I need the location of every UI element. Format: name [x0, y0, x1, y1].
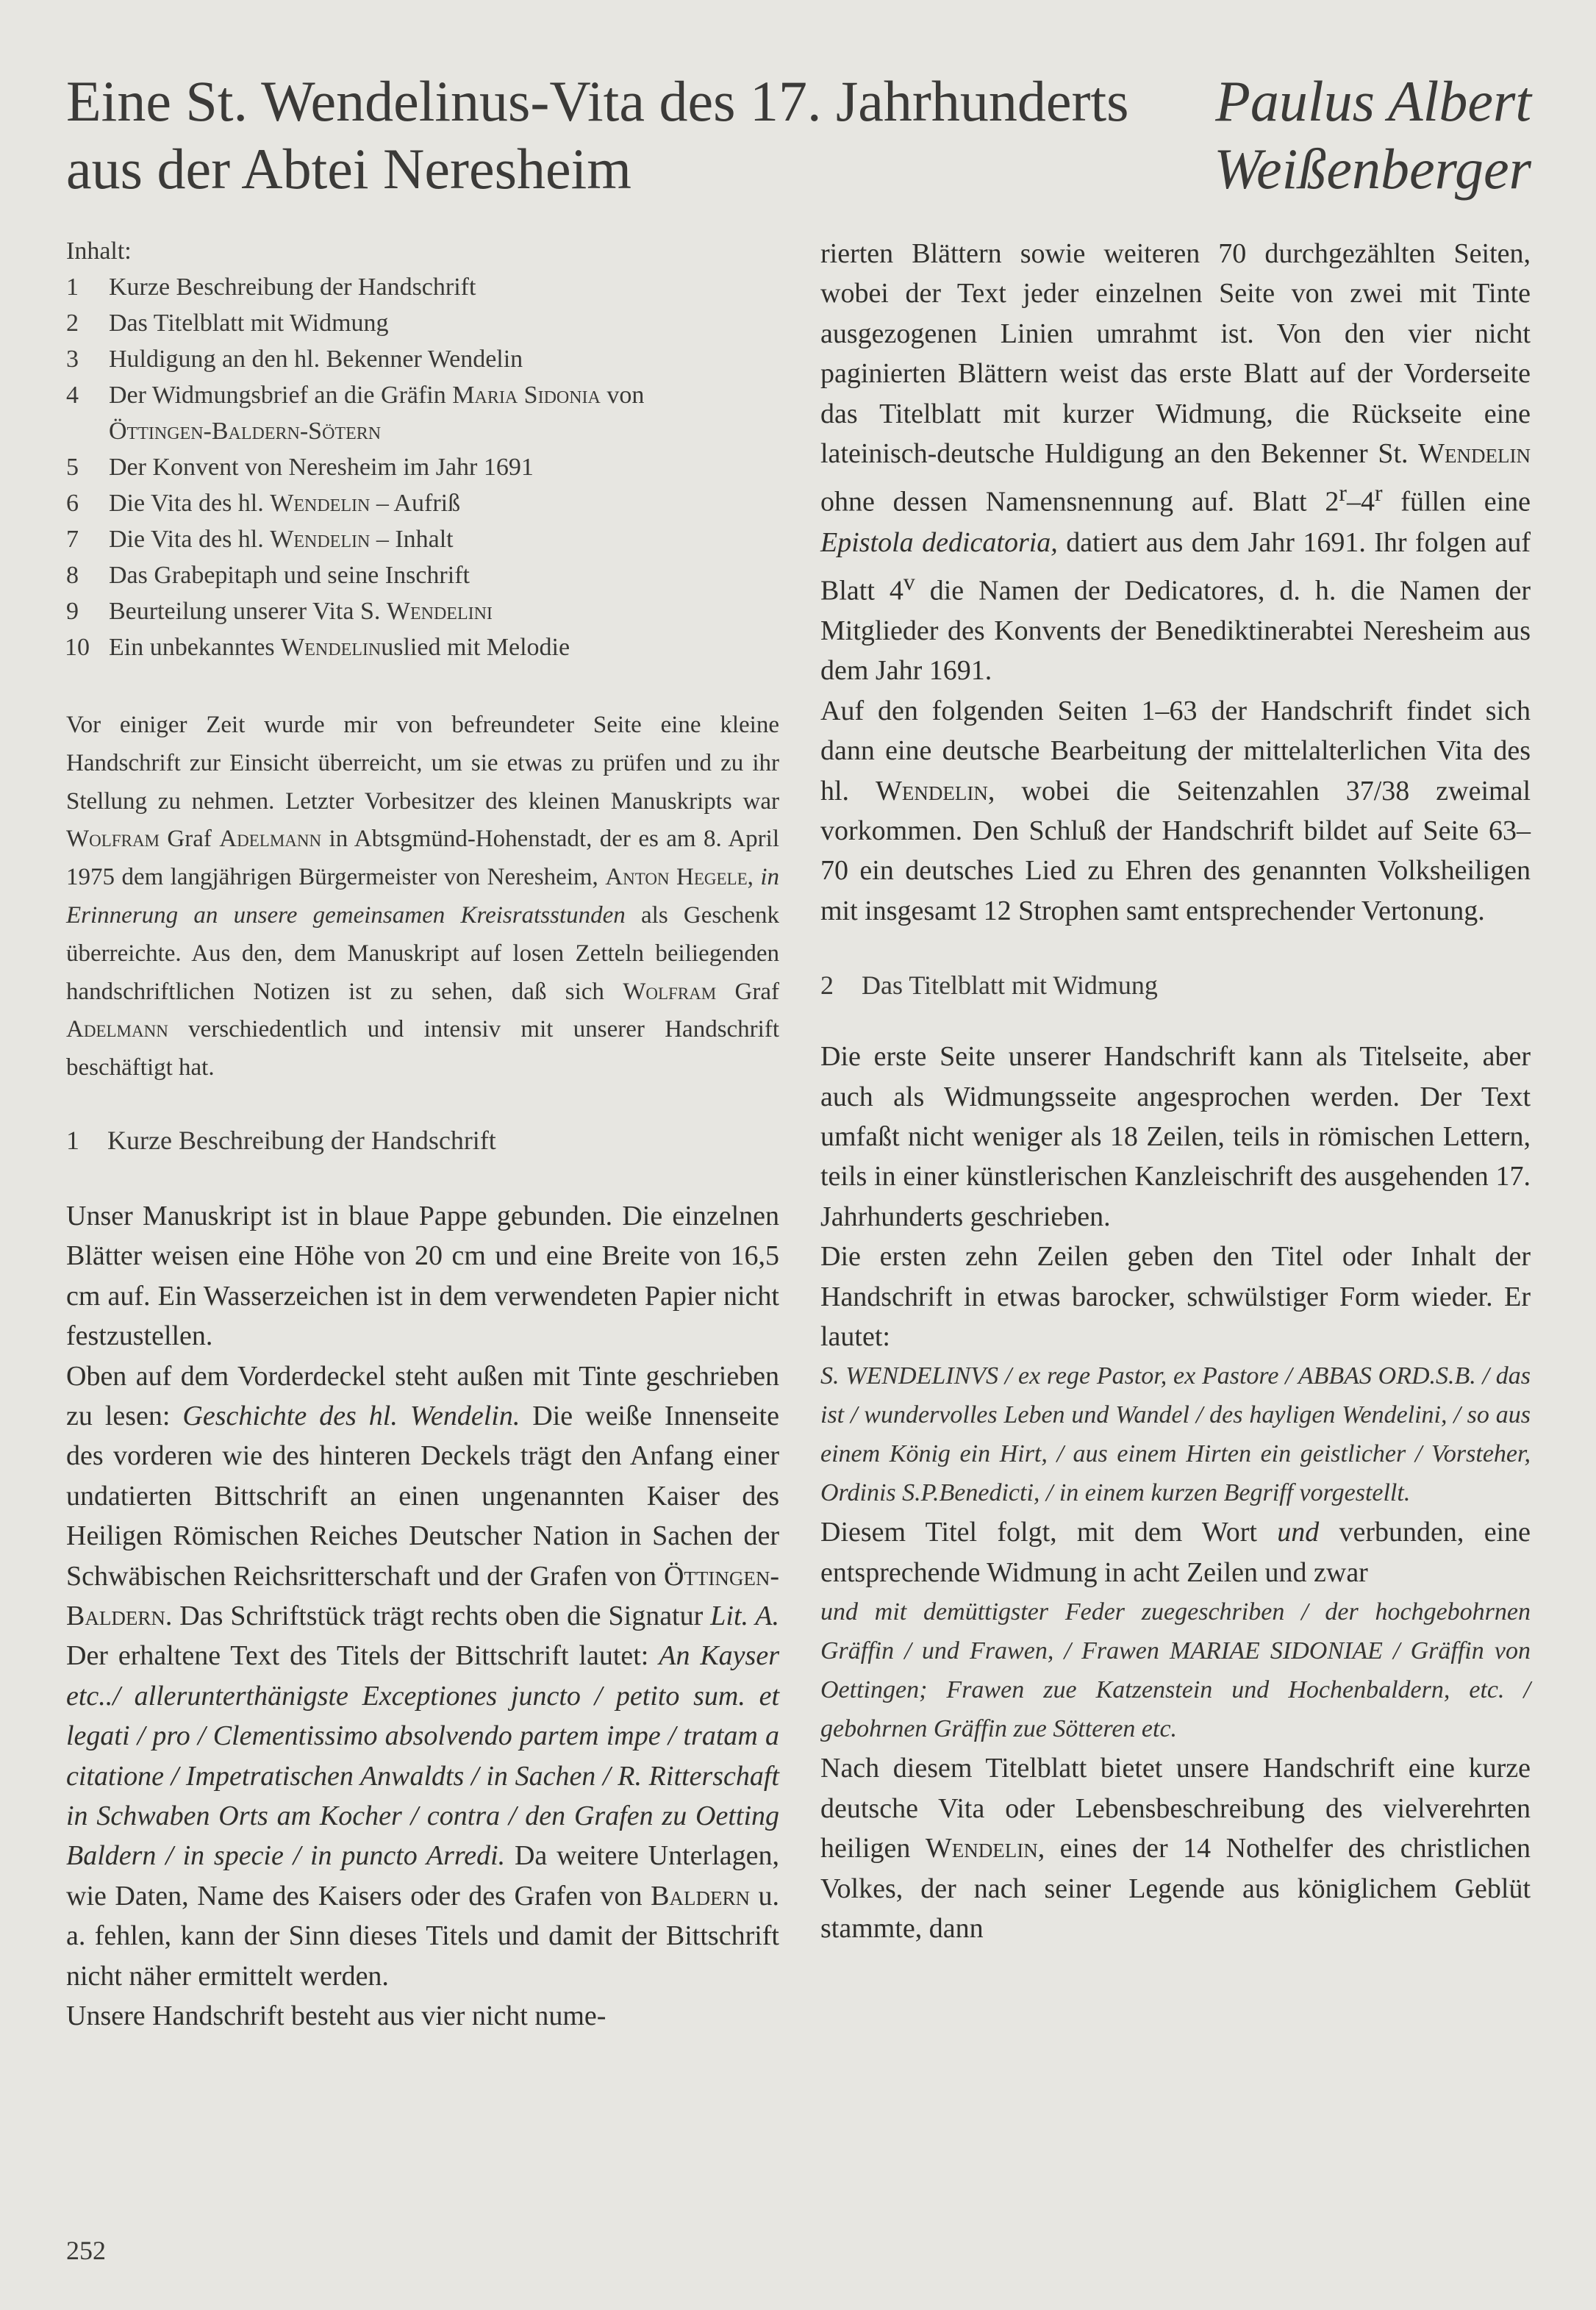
section-number: 1: [66, 1125, 79, 1155]
body-paragraph: Die erste Seite unserer Handschrift kann als Titelseite, aber auch als Widmungsseite angesprochen werden. Der Text umfaßt nicht weniger als 18 Zeilen, teils in römischen Lettern, teils in einer künstlerischen Kanzleischrift des ausgehenden 17. Jahrhunderts geschrieben.: [820, 1041, 1531, 1232]
italic-quote: in Erinnerung an unsere gemeinsamen Kreisratsstunden: [66, 864, 779, 929]
text-run: in Abtsgmünd-Hohenstadt, der es am 8. April 1975 dem langjährigen Bürgermeister von Neresheim,: [66, 826, 779, 891]
intro-paragraph: [66, 707, 779, 1087]
superscript: r: [1374, 480, 1383, 507]
toc-number: 7: [66, 526, 79, 553]
toc-number: 3: [66, 346, 79, 373]
text-run: Auf den folgenden Seiten 1–63 der Handschrift findet sich dann eine deutsche Bearbeitung der mittelalterlichen Vita des hl.: [820, 695, 1531, 807]
section-heading-2: [820, 968, 1531, 1003]
text-run: verbunden, eine entsprechende Widmung in acht Zeilen und zwar: [820, 1517, 1531, 1588]
title-quote: S. WENDELINVS / ex rege Pastor, ex Pastore / ABBAS ORD.S.B. / das ist / wundervolles Leben und Wandel / des hayligen Wendelini, / so aus einem König ein Hirt, / aus einem Hirten ein geistlicher / Vorsteher, Ordinis S.P.Benedicti, / in einem kurzen Begriff vorgestellt.: [820, 1362, 1531, 1507]
text-run: Die weiße Innenseite des vorderen wie des hinteren Deckels trägt den Anfang einer undatierten Bittschrift an einen ungenannten Kaiser des Heiligen Römischen Reiches Deutscher Nation in Sachen der Schwäbischen Reichsritterschaft und der Grafen von: [66, 1401, 779, 1592]
title-line-2: aus der Abtei Neresheim: [66, 137, 631, 201]
toc-item: [66, 593, 779, 629]
toc-name: Wendelin: [270, 490, 371, 517]
toc-text: Der Widmungsbrief an die Gräfin: [109, 382, 453, 409]
text-run: Da weitere Unterlagen, wie Daten, Name des Kaisers oder des Grafen von: [66, 1840, 779, 1912]
toc-item: [66, 449, 779, 485]
italic-quote: An Kayser etc../ allerunterthänigste Exceptiones juncto / petito sum. et legati / pro / Clementissimo absolvendo partem impe / tratam a citatione / Impetratischen Anwaldts / in Sachen / R. Ritterschaft in Schwaben Orts am Kocher / contra / den Grafen zu Oetting Baldern / in specie / in puncto Arredi.: [66, 1640, 779, 1872]
toc-name: Wendelini: [386, 598, 493, 625]
superscript: v: [903, 568, 915, 595]
toc-text: Kurze Beschreibung der Handschrift: [109, 273, 476, 301]
toc-item: [66, 485, 779, 521]
toc-item: [66, 521, 779, 557]
toc-text: Das Grabepitaph und seine Inschrift: [109, 562, 470, 589]
section-heading-1: [66, 1123, 779, 1158]
text-run: verschiedentlich und intensiv mit unserer Handschrift beschäftigt hat.: [66, 1016, 779, 1081]
toc-name: Wendelin: [281, 634, 382, 661]
toc-name: Wendelin: [270, 526, 371, 553]
article-title: [66, 68, 1242, 203]
section-title: Das Titelblatt mit Widmung: [862, 970, 1158, 1001]
toc-text: Der Konvent von Neresheim im Jahr 1691: [109, 454, 534, 481]
toc-item: [66, 269, 779, 305]
text-run: Graf: [160, 826, 220, 853]
toc-number: 5: [66, 454, 79, 481]
text-run: Graf: [716, 978, 779, 1005]
toc-text: – Inhalt: [370, 526, 454, 553]
text-run: . Das Schriftstück trägt rechts oben die Signatur: [165, 1601, 711, 1632]
text-run: ,: [747, 864, 761, 891]
author-line-1: Paulus Albert: [1215, 69, 1531, 133]
toc-number: 6: [66, 490, 79, 517]
toc-text: – Aufriß: [370, 490, 461, 517]
text-run: füllen eine: [1382, 487, 1531, 518]
text-run: Vor einiger Zeit wurde mir von befreundeter Seite eine kleine Handschrift zur Einsicht überreicht, um sie etwas zu prüfen und zu ihr Stellung zu nehmen. Letzter Vorbesitzer des kleinen Manuskripts war: [66, 712, 779, 815]
body-paragraph: [820, 1748, 1531, 1948]
toc-item: [66, 377, 779, 449]
text-run: ohne dessen Namensnennung auf. Blatt 2: [820, 487, 1339, 518]
toc-text: Beurteilung unserer Vita S.: [109, 598, 387, 625]
person-name: Wolfram: [623, 978, 717, 1005]
left-column: [66, 234, 779, 2037]
toc-item: [66, 341, 779, 377]
text-run: die Namen der Dedicatores, d. h. die Namen der Mitglieder des Konvents der Benediktinerabtei Neresheim aus dem Jahr 1691.: [820, 575, 1531, 687]
toc-name: Maria Sidonia: [452, 382, 601, 409]
table-of-contents: [66, 269, 779, 665]
toc-number: 10: [65, 634, 90, 661]
toc-text: Ein unbekanntes: [109, 634, 282, 661]
dedication-quote: und mit demüttigster Feder zuegeschriben / der hochgebohrnen Gräffin / und Frawen, / Frawen MARIAE SIDONIAE / Gräffin von Oettingen; Frawen zue Katzenstein und Hochenbaldern, etc. / gebohrnen Gräffin zue Sötteren etc.: [820, 1598, 1531, 1743]
toc-text: uslied mit Melodie: [381, 634, 570, 661]
place-name: Öttingen-Baldern: [66, 1560, 779, 1632]
italic-word: und: [1277, 1517, 1320, 1548]
person-name: Wolfram: [66, 826, 160, 853]
section-number: 2: [820, 970, 834, 1001]
toc-item: [66, 305, 779, 341]
italic-quote: Geschichte des hl. Wendelin.: [182, 1401, 520, 1431]
body-paragraph: [820, 691, 1531, 931]
right-column: [820, 234, 1531, 1948]
section-title: Kurze Beschreibung der Handschrift: [107, 1125, 496, 1155]
author-name: [1120, 68, 1531, 203]
toc-text: Das Titelblatt mit Widmung: [109, 310, 389, 337]
body-paragraph: [820, 1512, 1531, 1592]
text-run: datiert aus dem Jahr 1691. Ihr folgen auf Blatt 4: [820, 526, 1531, 607]
toc-text: Huldigung an den hl. Bekenner Wendelin: [109, 346, 523, 373]
body-paragraph: Unser Manuskript ist in blaue Pappe gebunden. Die einzelnen Blätter weisen eine Höhe von 20 cm und eine Breite von 16,5 cm auf. Ein Wasserzeichen ist in dem verwendeten Papier nicht festzustellen.: [66, 1200, 779, 1352]
text-run: u. a. fehlen, kann der Sinn dieses Titels und damit der Bittschrift nicht näher ermittelt werden.: [66, 1880, 780, 1992]
person-name: Wendelin: [1418, 438, 1531, 470]
toc-number: 1: [66, 273, 79, 301]
place-name: Baldern: [651, 1880, 750, 1912]
toc-text: Die Vita des hl.: [109, 526, 271, 553]
toc-number: 4: [66, 382, 79, 409]
toc-heading: Inhalt:: [66, 237, 132, 265]
body-paragraph: Unsere Handschrift besteht aus vier nicht nume-: [66, 2000, 606, 2032]
body-paragraph: [66, 1356, 779, 1997]
toc-number: 9: [66, 598, 79, 625]
toc-number: 8: [66, 562, 79, 589]
italic-quote: Lit. A.: [710, 1601, 779, 1632]
person-name: Anton Hegele: [605, 864, 748, 891]
text-run: als Geschenk überreichte. Aus den, dem Manuskript auf losen Zetteln beiliegenden handschriftlichen Notizen ist zu sehen, daß sich: [66, 901, 780, 1005]
page-number: 252: [66, 2236, 106, 2265]
superscript: r: [1339, 480, 1347, 507]
text-run: Oben auf dem Vorderdeckel steht außen mit Tinte geschrieben zu lesen:: [66, 1360, 779, 1431]
text-run: rierten Blättern sowie weiteren 70 durchgezählten Seiten, wobei der Text jeder einzelnen Seite von zwei mit Tinte ausgezogenen Linien umrahmt ist. Von den vier nicht paginierten Blättern weist das erste Blatt auf der Vorderseite das Titelblatt mit kurzer Widmung, die Rückseite eine lateinisch-deutsche Huldigung an den Bekenner St.: [820, 238, 1531, 470]
text-run: Diesem Titel folgt, mit dem Wort: [820, 1517, 1278, 1548]
person-name: Wendelin: [876, 775, 988, 807]
title-line-1: Eine St. Wendelinus-Vita des 17. Jahrhunderts: [66, 69, 1129, 133]
toc-number: 2: [66, 310, 79, 337]
body-paragraph: [820, 234, 1531, 691]
person-name: Adelmann: [66, 1016, 168, 1043]
toc-name: Öttingen-Baldern-Sötern: [109, 418, 382, 445]
text-run: –4: [1346, 487, 1375, 518]
text-run: Nach diesem Titelblatt bietet unsere Handschrift eine kurze deutsche Vita oder Lebensbeschreibung des vielverehrten heiligen: [820, 1753, 1531, 1864]
text-run: , wobei die Seitenzahlen 37/38 zweimal vorkommen. Den Schluß der Handschrift bildet auf Seite 63–70 ein deutsches Lied zu Ehren des genannten Volksheiligen mit insgesamt 12 Strophen samt entsprechender Vertonung.: [820, 775, 1531, 926]
person-name: Adelmann: [219, 826, 322, 853]
author-line-2: Weißenberger: [1214, 137, 1531, 201]
italic-quote: Epistola dedicatoria,: [820, 526, 1058, 558]
person-name: Wendelin: [925, 1833, 1038, 1864]
toc-item: [66, 629, 779, 665]
text-run: Der erhaltene Text des Titels der Bittschrift lautet:: [66, 1640, 659, 1672]
toc-text: von: [600, 382, 645, 409]
body-paragraph: Die ersten zehn Zeilen geben den Titel oder Inhalt der Handschrift in etwas barocker, schwülstiger Form wieder. Er lautet:: [820, 1241, 1531, 1353]
text-run: , eines der 14 Nothelfer des christlichen Volkes, der nach seiner Legende aus königlichem Geblüt stammte, dann: [820, 1833, 1531, 1944]
toc-item: [66, 557, 779, 593]
toc-text: Die Vita des hl.: [109, 490, 271, 517]
